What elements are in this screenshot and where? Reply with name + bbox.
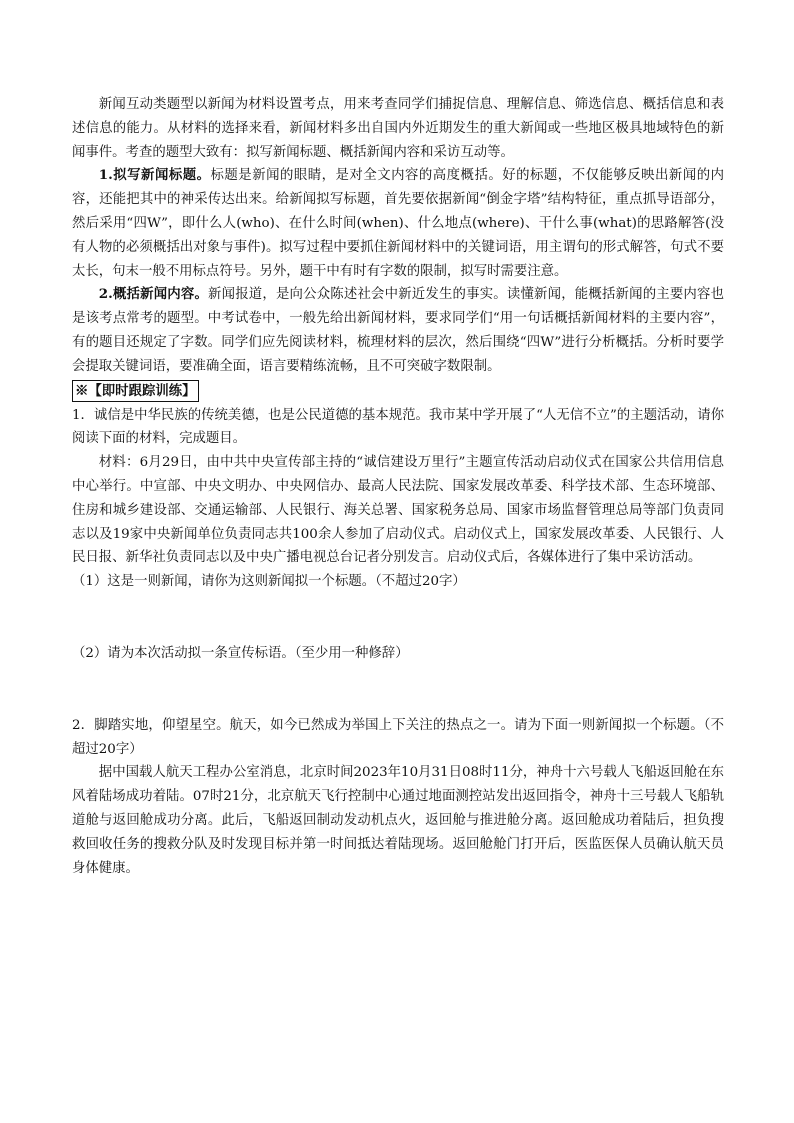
training-header-row	[72, 379, 724, 404]
intro-paragraph: 新闻互动类题型以新闻为材料设置考点，用来考查同学们捕捉信息、理解信息、筛选信息、概括信息和表述信息的能力。从材料的选择来看，新闻材料多出自国内外近期发生的重大新闻或一些地区极具地域特色的新闻事件。考查的题型大致有：拟写新闻标题、概括新闻内容和采访互动等。	[72, 97, 724, 160]
section-write-headline-lead: 1.拟写新闻标题。	[98, 167, 211, 184]
section-write-headline	[72, 164, 724, 283]
question-2-material: 据中国载人航天工程办公室消息，北京时间2023年10月31日08时11分，神舟十六号载人飞船返回舱在东风着陆场成功着陆。07时21分，北京航天飞行控制中心通过地面测控站发出返回指令，神舟十三号载人飞船轨道舱与返回舱成功分离。此后，飞船返回制动发动机点火，返回舱与推进舱分离。返回舱成功着陆后，担负搜救回收任务的搜救分队及时发现目标并第一时间抵达着陆现场。返回舱舱门打开后，医监医保人员确认航天员身体健康。	[72, 765, 724, 876]
question-1-sub-1: （1）这是一则新闻，请你为这则新闻拟一个标题。（不超过20字）	[72, 574, 466, 590]
section-write-headline-text: 标题是新闻的眼睛，是对全文内容的高度概括。好的标题，不仅能够反映出新闻的内容，还能把其中的神采传达出来。给新闻拟写标题，首先要依据新闻“倒金字塔”结构特征，重点抓导语部分，然后采用“四W”，即什么人(who)、在什么时间(when)、什么地点(where)、干什么事(what)的思路解答(没有人物的必须概括出对象与事件)。拟写过程中要抓住新闻材料中的关键词语，用主谓句的形式解答，句式不要太长，句末一般不用标点符号。另外，题干中有时有字数的限制，拟写时需要注意。	[72, 168, 724, 279]
question-1-stem: 1．诚信是中华民族的传统美德，也是公民道德的基本规范。我市某中学开展了“人无信不立”的主题活动，请你阅读下面的材料，完成题目。	[72, 407, 724, 447]
training-header: ※【即时跟踪训练】	[72, 380, 199, 402]
answer-space-2	[72, 666, 724, 714]
question-1-material: 材料：6月29日，由中共中央宣传部主持的“诚信建设万里行”主题宣传活动启动仪式在国家公共信用信息中心举行。中宣部、中央文明办、中央网信办、最高人民法院、国家发展改革委、科学技术部、生态环境部、住房和城乡建设部、交通运输部、人民银行、海关总署、国家税务总局、国家市场监督管理总局等部门负责同志以及19家中央新闻单位负责同志共100余人参加了启动仪式。启动仪式上，国家发展改革委、人民银行、人民日报、新华社负责同志以及中央广播电视总台记者分别发言。启动仪式后，各媒体进行了集中采访活动。	[72, 455, 724, 566]
question-2-stem: 2．脚踏实地，仰望星空。航天，如今已然成为举国上下关注的热点之一。请为下面一则新闻拟一个标题。（不超过20字）	[72, 717, 724, 757]
answer-space-1	[72, 594, 724, 642]
section-summarize-news-lead: 2.概括新闻内容。	[98, 286, 209, 303]
section-summarize-news	[72, 283, 724, 378]
question-1-sub-2: （2）请为本次活动拟一条宣传标语。（至少用一种修辞）	[72, 645, 409, 661]
section-summarize-news-text: 新闻报道，是向公众陈述社会中新近发生的事实。读懂新闻，能概括新闻的主要内容也是该考点常考的题型。中考试卷中，一般先给出新闻材料，要求同学们“用一句话概括新闻材料的主要内容”，有的题目还规定了字数。同学们应先阅读材料，梳理材料的层次，然后围绕“四W”进行分析概括。分析时要学会提取关键词语，要准确全面，语言要精练流畅，且不可突破字数限制。	[72, 287, 724, 374]
document-body	[72, 93, 724, 880]
